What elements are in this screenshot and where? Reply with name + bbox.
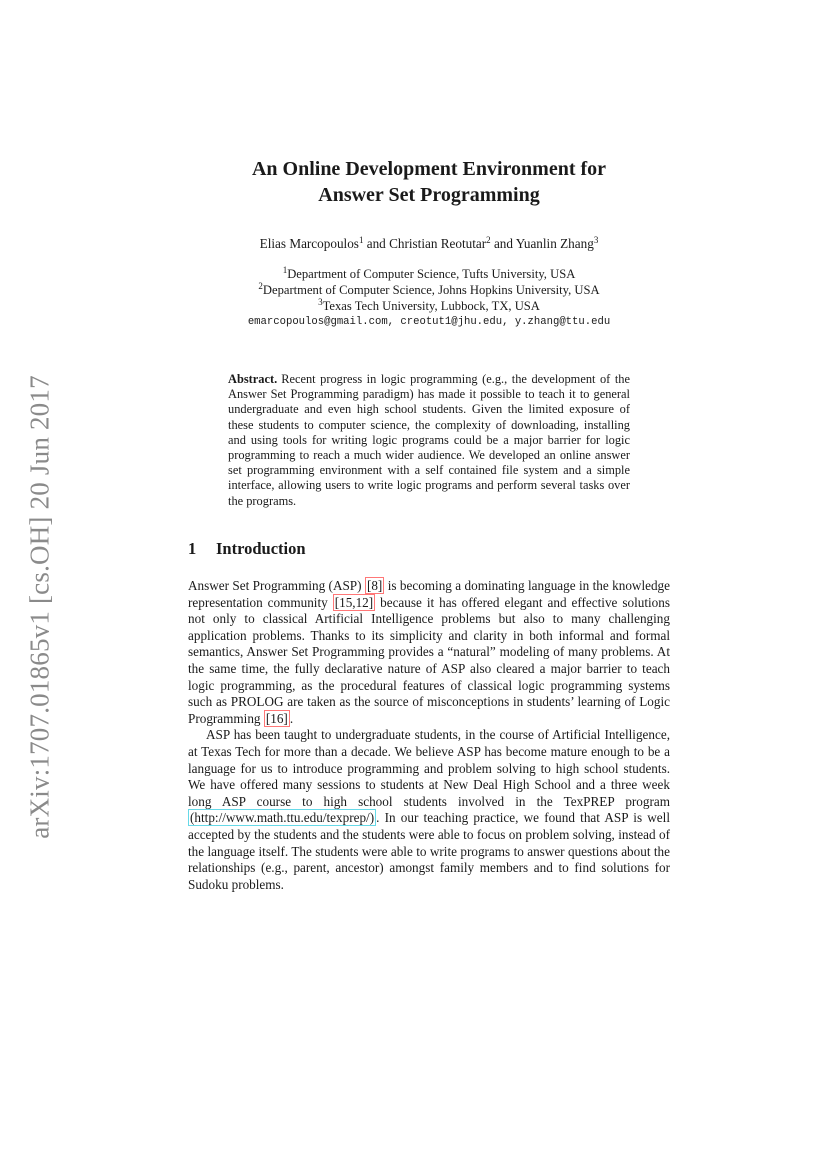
author-sup: 1 bbox=[358, 235, 364, 245]
text-run: . bbox=[289, 710, 294, 726]
section-number: 1 bbox=[188, 539, 197, 558]
author-name: Yuanlin Zhang bbox=[515, 236, 594, 251]
abstract bbox=[228, 372, 630, 509]
affiliation-text: Texas Tech University, Lubbock, TX, USA bbox=[322, 299, 540, 313]
affiliation-sup: 1 bbox=[282, 265, 288, 275]
text-run: Answer Set Programming (ASP) bbox=[188, 578, 365, 593]
arxiv-identifier: arXiv:1707.01865v1 [cs.OH] 20 Jun 2017 bbox=[24, 375, 55, 839]
abstract-label: Abstract. bbox=[228, 372, 278, 386]
author-list bbox=[188, 236, 670, 252]
body-text bbox=[188, 578, 670, 893]
citation-link[interactable]: [8] bbox=[366, 578, 383, 593]
author-name: Christian Reotutar bbox=[389, 236, 487, 251]
affiliation-list bbox=[188, 266, 670, 314]
citation-link[interactable]: [15,12] bbox=[334, 594, 374, 610]
affiliation bbox=[188, 282, 670, 298]
affiliation-sup: 2 bbox=[258, 281, 263, 291]
section-heading bbox=[188, 539, 306, 559]
title-line-1: An Online Development Environment for bbox=[251, 158, 607, 180]
author-sup: 3 bbox=[593, 235, 599, 245]
affiliation bbox=[188, 266, 670, 282]
affiliation-text: Department of Computer Science, Johns Hopkins University, USA bbox=[262, 283, 600, 297]
text-run: . In our teaching practice, we found that ASP is well accepted by the students and the students were able to focus on problem solving, instead of the language itself. The students were able to write programs to answer questions about the relationships (e.g., parent, ancestor) amongst family members and to find solutions for Sudoku problems. bbox=[188, 810, 670, 892]
author-name: Elias Marcopoulos bbox=[259, 236, 359, 251]
paragraph bbox=[188, 727, 670, 893]
author-emails: emarcopoulos@gmail.com, creotut1@jhu.edu, y.zhang@ttu.edu bbox=[247, 316, 611, 328]
text-run: ASP has been taught to undergraduate students, in the course of Artificial Intelligence, at Texas Tech for more than a decade. We believe ASP has become mature enough to be a language for us to introduce programming and problem solving to high school students. We have offered many sessions to students at New Deal High School and a three week long ASP course to high school students involved in the TexPREP program bbox=[188, 727, 670, 809]
paragraph bbox=[188, 578, 670, 727]
author-separator: and bbox=[490, 236, 516, 251]
text-run: is becoming a dominating language in the knowledge representation community bbox=[188, 578, 670, 610]
author-separator: and bbox=[363, 236, 390, 251]
affiliation-sup: 3 bbox=[318, 297, 323, 307]
section-title: Introduction bbox=[216, 539, 306, 558]
affiliation bbox=[188, 298, 670, 314]
citation-link[interactable]: [16] bbox=[265, 710, 288, 726]
arxiv-sidebar bbox=[22, 362, 58, 852]
author-sup: 2 bbox=[486, 235, 491, 245]
paper-title bbox=[188, 156, 670, 208]
affiliation-text: Department of Computer Science, Tufts University, USA bbox=[287, 267, 576, 281]
text-run: because it has offered elegant and effective solutions not only to classical Artificial Intelligence problems but also to many challenging application problems. Thanks to its simplicity and clarity in both informal and formal semantics, Answer Set Programming provides a “natural” modeling of many problems. At the same time, the fully declarative nature of ASP also cleared a major barrier to teach logic programming, as the procedural features of classical logic programming systems such as PROLOG are taken as the source of misconceptions in students’ learning of Logic Programming bbox=[188, 594, 670, 726]
title-line-2: Answer Set Programming bbox=[318, 184, 540, 206]
abstract-text: Recent progress in logic programming (e.g., the development of the Answer Set Programming paradigm) has made it possible to teach it to general undergraduate and even high school students. Given the limited exposure of these students to computer science, the complexity of downloading, installing and using tools for writing logic programs could be a major barrier for logic programming to reach a much wider audience. We developed an online answer set programming environment with a self contained file system and a simple interface, allowing users to write logic programs and perform several tasks over the programs. bbox=[228, 372, 630, 508]
url-link[interactable]: (http://www.math.ttu.edu/texprep/) bbox=[190, 810, 375, 826]
